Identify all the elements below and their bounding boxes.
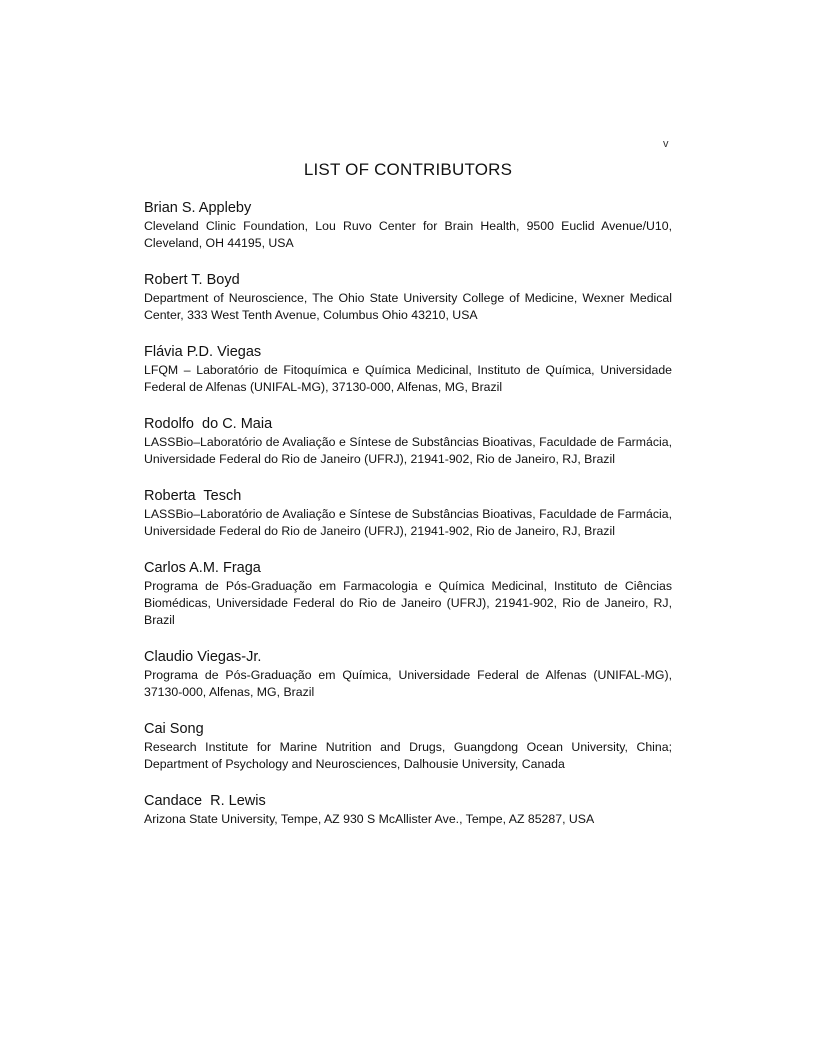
contributor-list <box>144 199 672 847</box>
contributor-affiliation: LFQM – Laboratório de Fitoquímica e Química Medicinal, Instituto de Química, Universidade Federal de Alfenas (UNIFAL-MG), 37130-000, Alfenas, MG, Brazil <box>144 363 672 394</box>
contributor-affiliation: Programa de Pós-Graduação em Farmacologia e Química Medicinal, Instituto de Ciências Biomédicas, Universidade Federal do Rio de Janeiro (UFRJ), 21941-902, Rio de Janeiro, RJ, Brazil <box>144 579 672 627</box>
contributor-name: Candace R. Lewis <box>144 793 266 809</box>
contributor-affiliation: Research Institute for Marine Nutrition and Drugs, Guangdong Ocean University, China; Department of Psychology and Neurosciences, Dalhousie University, Canada <box>144 740 672 771</box>
contributor-affiliation: Programa de Pós-Graduação em Química, Universidade Federal de Alfenas (UNIFAL-MG), 37130-000, Alfenas, MG, Brazil <box>144 668 672 699</box>
contributor-affiliation: Arizona State University, Tempe, AZ 930 S McAllister Ave., Tempe, AZ 85287, USA <box>144 812 595 826</box>
page-number: v <box>663 138 669 150</box>
page-title: LIST OF CONTRIBUTORS <box>303 160 513 179</box>
contributor-name: Brian S. Appleby <box>144 200 252 216</box>
contributor-name: Rodolfo do C. Maia <box>144 416 273 432</box>
contributor-entry <box>144 271 672 324</box>
contributor-entry <box>144 487 672 540</box>
contributor-entry <box>144 559 672 629</box>
contributor-affiliation: LASSBio–Laboratório de Avaliação e Síntese de Substâncias Bioativas, Faculdade de Farmácia, Universidade Federal do Rio de Janeiro (UFRJ), 21941-902, Rio de Janeiro, RJ, Brazil <box>144 435 672 466</box>
contributor-name: Robert T. Boyd <box>144 272 240 288</box>
contributor-entry <box>144 199 672 252</box>
contributor-entry <box>144 343 672 396</box>
contributor-entry <box>144 720 672 773</box>
contributor-entry <box>144 415 672 468</box>
contributor-entry <box>144 792 672 828</box>
contributor-name: Flávia P.D. Viegas <box>144 344 262 360</box>
contributor-entry <box>144 648 672 701</box>
contributor-name: Cai Song <box>144 721 204 737</box>
contributor-affiliation: LASSBio–Laboratório de Avaliação e Síntese de Substâncias Bioativas, Faculdade de Farmácia, Universidade Federal do Rio de Janeiro (UFRJ), 21941-902, Rio de Janeiro, RJ, Brazil <box>144 507 672 538</box>
contributor-affiliation: Cleveland Clinic Foundation, Lou Ruvo Center for Brain Health, 9500 Euclid Avenue/U10, Cleveland, OH 44195, USA <box>144 219 672 250</box>
contributor-name: Roberta Tesch <box>144 488 242 504</box>
contributor-name: Claudio Viegas-Jr. <box>144 649 262 665</box>
contributor-name: Carlos A.M. Fraga <box>144 560 261 576</box>
contributor-affiliation: Department of Neuroscience, The Ohio State University College of Medicine, Wexner Medical Center, 333 West Tenth Avenue, Columbus Ohio 43210, USA <box>144 291 672 322</box>
